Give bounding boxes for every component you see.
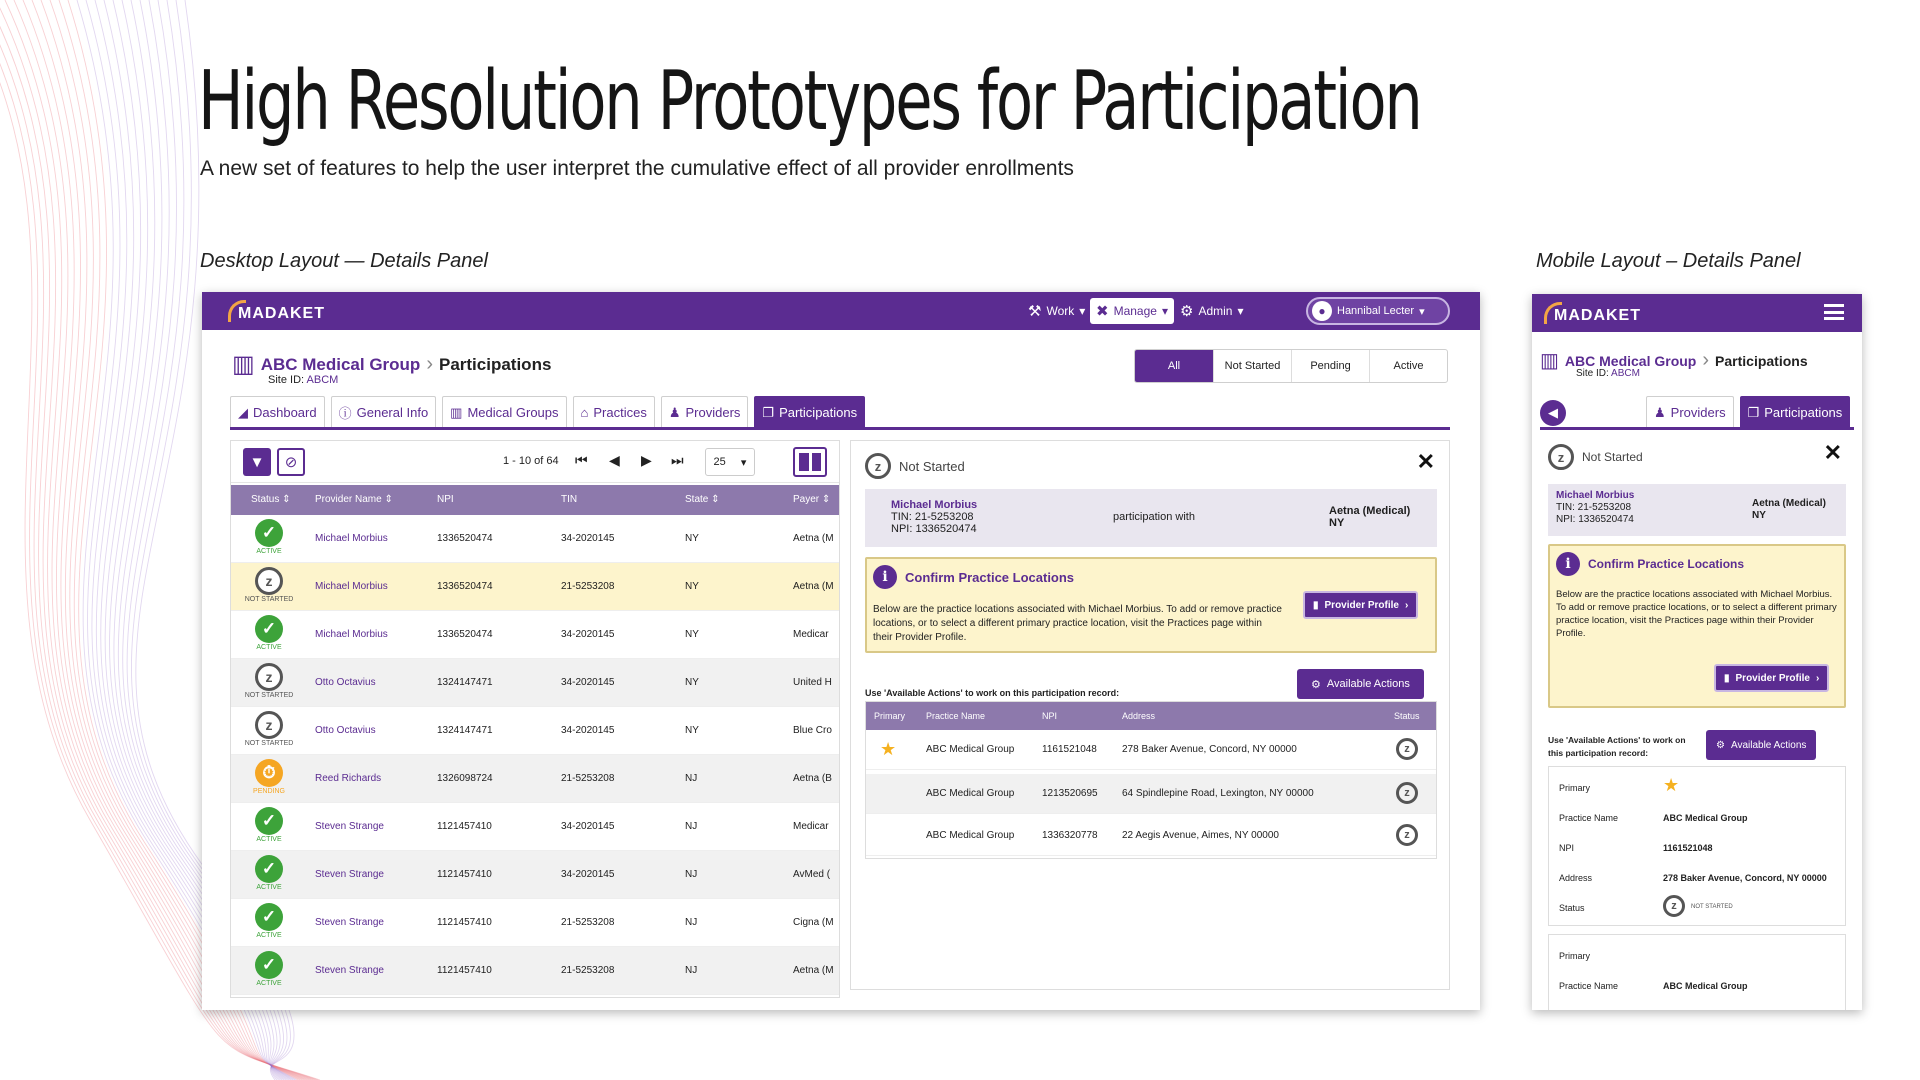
tab-providers[interactable]: ♟ Providers [661,396,749,428]
breadcrumb-org[interactable]: ABC Medical Group [1564,352,1697,369]
table-row[interactable] [231,755,839,803]
check-icon: ✓ [255,615,283,643]
caret-down-icon: ▾ [1079,304,1086,318]
nav-work[interactable]: ⚒ Work ▾ [1028,303,1086,320]
status-badge [243,951,295,987]
info-icon: i [1556,552,1580,576]
npi-cell: 1121457410 [437,821,492,832]
address-cell: 64 Spindlepine Road, Lexington, NY 00000 [1122,788,1314,799]
status-label: PENDING [253,788,285,795]
details-panel [850,440,1450,990]
participation-summary [865,489,1437,547]
field-status-label: Status [1559,903,1585,913]
tab-underline [230,427,1450,430]
status-label: NOT STARTED [244,596,294,603]
tin-cell: 21-5253208 [561,773,615,784]
provider-name-link[interactable]: Otto Octavius [315,677,376,688]
breadcrumb-org[interactable]: ABC Medical Group [260,354,421,374]
mobile-caption: Mobile Layout – Details Panel [1536,250,1801,272]
state-cell: NJ [685,917,698,928]
table-row[interactable] [231,947,839,995]
summary-tin: TIN: 21-5253208 [891,511,974,523]
payer-cell: Cigna (M [793,917,834,928]
not-started-icon: z [1396,782,1418,804]
npi-cell: 1326098724 [437,773,493,784]
npi-cell: 1336520474 [437,533,493,544]
back-arrow-icon[interactable]: ◀ [1540,400,1566,426]
payer-cell: Medicar [793,821,829,832]
field-status-value: NOT STARTED [1691,904,1733,910]
user-md-icon: ♟ [1654,404,1666,420]
gear-icon: ⚙ [1180,303,1194,320]
loc-col-practice-name: Practice Name [926,711,986,721]
npi-cell: 1336520474 [437,581,493,592]
state-cell: NJ [685,773,698,784]
filter-all[interactable]: All [1135,350,1213,382]
practice-name-cell: ABC Medical Group [926,788,1015,799]
address-cell: 22 Aegis Avenue, Aimes, NY 00000 [1122,830,1279,841]
mobile-top-bar [1532,294,1862,332]
not-started-icon: z [1396,824,1418,846]
payer-cell: Aetna (M [793,581,834,592]
last-page-icon[interactable]: ⏭ [671,452,684,468]
notice-title: Confirm Practice Locations [1588,557,1745,571]
summary-tin: TIN: 21-5253208 [1556,502,1632,513]
provider-name-link[interactable]: Otto Octavius [315,725,376,736]
filter-icon[interactable]: ▼ [243,448,271,476]
close-icon[interactable]: ✕ [1416,449,1435,474]
state-cell: NJ [685,965,698,976]
status-filter-group [1134,349,1448,383]
next-page-icon[interactable]: ▶ [641,452,652,468]
practice-name-cell: ABC Medical Group [926,744,1015,755]
status-label: ACTIVE [256,836,282,843]
chevron-right-icon: › [1702,349,1710,371]
hospital-icon: ▥ [450,404,463,420]
not-started-icon: z [865,453,891,479]
chevron-right-icon: › [1404,599,1409,611]
tin-cell: 34-2020145 [561,869,615,880]
not-started-icon: z [1396,738,1418,760]
nav-admin[interactable]: ⚙ Admin ▾ [1180,303,1244,320]
state-cell: NY [685,677,699,688]
tin-cell: 21-5253208 [561,581,615,592]
not-started-icon: z [1548,444,1574,470]
madaket-logo[interactable]: MADAKET [1544,302,1641,325]
site-id: Site ID: ABCM [1576,368,1640,379]
mobile-location-card-1 [1548,766,1846,926]
field-practice-name-label: Practice Name [1559,981,1619,991]
caret-down-icon: ▾ [1237,304,1244,318]
desktop-screen [202,292,1480,1010]
status-badge [243,855,295,891]
payer-cell: Medicar [793,629,829,640]
confirm-locations-notice [1548,544,1846,708]
pager-range: 1 - 10 of 64 [503,455,559,467]
tab-practices[interactable]: ⌂ Practices [573,396,655,428]
star-icon: ★ [880,739,897,759]
prev-page-icon[interactable]: ◀ [609,452,620,468]
summary-npi: NPI: 1336520474 [891,523,977,535]
provider-name-link[interactable]: Steven Strange [315,869,384,880]
not-started-icon: z [255,567,283,595]
npi-cell: 1121457410 [437,869,492,880]
tab-participations[interactable]: ❐ Participations [754,396,865,428]
chevron-right-icon: › [1815,672,1820,684]
worker-icon: ⚒ [1028,303,1042,320]
field-primary-label: Primary [1559,783,1590,793]
payer-cell: Aetna (M [793,965,834,976]
table-row[interactable] [231,899,839,947]
madaket-logo[interactable]: MADAKET [228,300,325,323]
practice-name-cell: ABC Medical Group [926,830,1015,841]
location-row[interactable] [866,816,1436,856]
tab-dashboard[interactable]: ◢ Dashboard [230,396,325,428]
provider-name-link[interactable]: Michael Morbius [315,581,388,592]
provider-name-link[interactable]: Steven Strange [315,965,384,976]
summary-provider[interactable]: Michael Morbius [891,499,978,511]
check-icon: ✓ [255,951,283,979]
npi-cell: 1324147471 [437,677,493,688]
not-started-icon: z [255,663,283,691]
field-npi-label: NPI [1559,843,1575,853]
provider-name-link[interactable]: Steven Strange [315,917,384,928]
location-row[interactable] [866,730,1436,770]
locations-header [866,702,1436,730]
col-state[interactable]: State ⇕ [685,494,720,505]
summary-with-text: participation with [1113,511,1195,523]
info-icon: ⓘ [338,406,352,421]
available-actions-button[interactable]: ⚙ Available Actions [1706,730,1816,760]
status-badge [243,615,295,651]
mobile-tab-bar [1646,396,1850,428]
gear-icon: ⚙ [1716,739,1725,751]
summary-provider[interactable]: Michael Morbius [1556,490,1635,501]
page-size-select[interactable]: 25 ▾ [705,448,755,476]
table-row[interactable] [231,563,839,611]
provider-name-link[interactable]: Reed Richards [315,773,382,784]
confirm-locations-notice [865,557,1437,653]
slide-subtitle: A new set of features to help the user interpret the cumulative effect of all provider enrollments [200,157,1074,180]
provider-name-link[interactable]: Michael Morbius [315,629,388,640]
caret-down-icon: ▾ [1419,305,1425,318]
col-provider-name[interactable]: Provider Name ⇕ [315,494,393,505]
grid-toolbar [231,441,839,483]
status-label: ACTIVE [256,644,282,651]
status-label: ACTIVE [256,884,282,891]
npi-cell: 1324147471 [437,725,493,736]
home-icon: ⌂ [580,405,589,420]
field-primary-label: Primary [1559,951,1590,961]
tools-icon: ✖ [1096,303,1109,320]
detail-status: z Not Started [865,453,965,479]
building-icon: ▥ [1540,350,1559,372]
table-row[interactable] [231,515,839,563]
gear-icon: ⚙ [1311,678,1321,691]
participation-icon: ❐ [1747,404,1760,420]
tin-cell: 34-2020145 [561,725,615,736]
summary-payer-state: NY [1752,510,1766,521]
page-title: Participations [1715,352,1808,369]
tab-participations[interactable]: ❐ Participations [1740,396,1851,428]
tin-cell: 34-2020145 [561,821,615,832]
notice-text: Below are the practice locations associated with Michael Morbius. To add or remove practice locations, or to select a different primary practice location, visit the Practices page within their Provider Profile. [1556,589,1837,639]
top-nav-bar [202,292,1480,330]
nav-manage[interactable]: ✖ Manage ▾ [1090,298,1174,324]
npi-cell: 1121457410 [437,965,492,976]
tab-underline [1540,427,1854,430]
table-row[interactable] [231,611,839,659]
state-cell: NJ [685,821,698,832]
npi-cell: 1336520474 [437,629,493,640]
user-menu[interactable]: ● Hannibal Lecter ▾ [1306,297,1450,325]
summary-payer: Aetna (Medical) [1752,498,1826,509]
status-label: ACTIVE [256,932,282,939]
payer-cell: AvMed ( [793,869,831,880]
pending-clock-icon: ⏱ [255,759,283,787]
status-badge [243,903,295,939]
status-badge [243,711,295,747]
status-badge [243,663,295,699]
check-icon: ✓ [255,903,283,931]
payer-cell: United H [793,677,832,688]
provider-name-link[interactable]: Michael Morbius [315,533,388,544]
close-icon[interactable]: ✕ [1823,440,1842,465]
summary-payer-state: NY [1329,517,1345,529]
status-badge [243,567,295,603]
npi-cell: 1161521048 [1042,744,1097,755]
mobile-screen [1532,294,1862,1010]
status-badge [243,759,295,795]
status-label: NOT STARTED [244,692,294,699]
split-layout-icon[interactable] [793,447,827,477]
state-cell: NY [685,629,699,640]
loc-col-status: Status [1394,711,1420,721]
status-label: ACTIVE [256,980,282,987]
available-actions-button[interactable]: ⚙ Available Actions [1297,669,1424,699]
loc-col-primary: Primary [874,711,905,721]
not-started-icon: z [1663,895,1685,917]
state-cell: NY [685,581,699,592]
table-row[interactable] [231,851,839,899]
state-cell: NJ [685,869,698,880]
summary-payer: Aetna (Medical) [1329,505,1411,517]
table-row[interactable] [231,803,839,851]
tab-medical-groups[interactable]: ▥ Medical Groups [442,396,566,428]
tin-cell: 34-2020145 [561,629,615,640]
info-icon: i [873,565,897,589]
star-icon: ★ [1663,775,1680,795]
status-badge [243,519,295,555]
participation-grid [230,440,840,998]
filter-pending[interactable]: Pending [1291,350,1369,382]
filter-not-started[interactable]: Not Started [1213,350,1291,382]
actions-hint: Use 'Available Actions' to work on this participation record: [865,688,1120,698]
mobile-location-card-2 [1548,934,1846,1010]
site-id: Site ID: ABCM [268,374,339,386]
slide-title: High Resolution Prototypes for Participation [198,54,1421,149]
chart-icon: ◢ [238,404,248,420]
page-title: Participations [438,354,552,374]
tin-cell: 34-2020145 [561,533,615,544]
field-practice-name-label: Practice Name [1559,813,1619,823]
field-practice-name-value: ABC Medical Group [1663,981,1748,991]
check-icon: ✓ [255,519,283,547]
tin-cell: 21-5253208 [561,965,615,976]
user-avatar-icon: ● [1312,301,1332,321]
field-npi-value: 1161521048 [1663,843,1713,853]
actions-hint: Use 'Available Actions' to work on this participation record: [1548,735,1686,758]
tin-cell: 34-2020145 [561,677,615,688]
table-row[interactable] [231,707,839,755]
address-cell: 278 Baker Avenue, Concord, NY 00000 [1122,744,1297,755]
filter-active[interactable]: Active [1369,350,1447,382]
caret-down-icon: ▾ [1161,304,1168,318]
table-row[interactable] [231,659,839,707]
field-practice-name-value: ABC Medical Group [1663,813,1748,823]
provider-profile-button[interactable]: ▮ Provider Profile › [1714,664,1829,692]
provider-name-link[interactable]: Steven Strange [315,821,384,832]
status-label: ACTIVE [256,548,282,555]
payer-cell: Aetna (B [793,773,832,784]
clear-filter-icon[interactable]: ⊘ [277,448,305,476]
status-label: NOT STARTED [244,740,294,747]
field-address-label: Address [1559,873,1593,883]
npi-cell: 1121457410 [437,917,492,928]
state-cell: NY [685,725,699,736]
notice-text: Below are the practice locations associated with Michael Morbius. To add or remove practice locations, or to select a different primary practice location, visit the Practices page within their Provider Profile. [873,604,1282,643]
col-npi[interactable]: NPI [437,494,454,505]
grid-header [231,485,839,515]
payer-cell: Aetna (M [793,533,834,544]
col-payer[interactable]: Payer ⇕ [793,494,831,505]
id-badge-icon: ▮ [1313,599,1319,611]
notice-title: Confirm Practice Locations [905,569,1075,585]
not-started-icon: z [255,711,283,739]
check-icon: ✓ [255,855,283,883]
tab-bar [230,396,865,428]
summary-npi: NPI: 1336520474 [1556,514,1634,525]
npi-cell: 1213520695 [1042,788,1098,799]
participation-icon: ❐ [762,404,775,420]
provider-profile-button[interactable]: ▮ Provider Profile › [1303,591,1418,619]
location-row[interactable] [866,774,1436,814]
col-status[interactable]: Status ⇕ [251,494,291,505]
field-address-value: 278 Baker Avenue, Concord, NY 00000 [1663,873,1827,883]
chevron-right-icon: › [426,353,433,375]
tab-general-info[interactable]: ⓘ General Info [331,396,437,428]
loc-col-address: Address [1122,711,1156,721]
npi-cell: 1336320778 [1042,830,1098,841]
col-tin[interactable]: TIN [561,494,578,505]
id-badge-icon: ▮ [1724,672,1730,684]
payer-cell: Blue Cro [793,725,832,736]
caret-down-icon: ▾ [740,456,747,469]
desktop-caption: Desktop Layout — Details Panel [200,250,488,272]
loc-col-npi: NPI [1042,711,1058,721]
first-page-icon[interactable]: ⏮ [575,452,588,468]
status-badge [243,807,295,843]
check-icon: ✓ [255,807,283,835]
participation-summary [1548,484,1846,536]
user-md-icon: ♟ [668,404,681,420]
hamburger-menu-icon[interactable] [1824,304,1844,320]
building-icon: ▥ [232,351,255,378]
tab-providers[interactable]: ♟ Providers [1646,396,1734,428]
state-cell: NY [685,533,699,544]
tin-cell: 21-5253208 [561,917,615,928]
detail-status: z Not Started [1548,444,1643,470]
practice-locations-table [865,701,1437,859]
